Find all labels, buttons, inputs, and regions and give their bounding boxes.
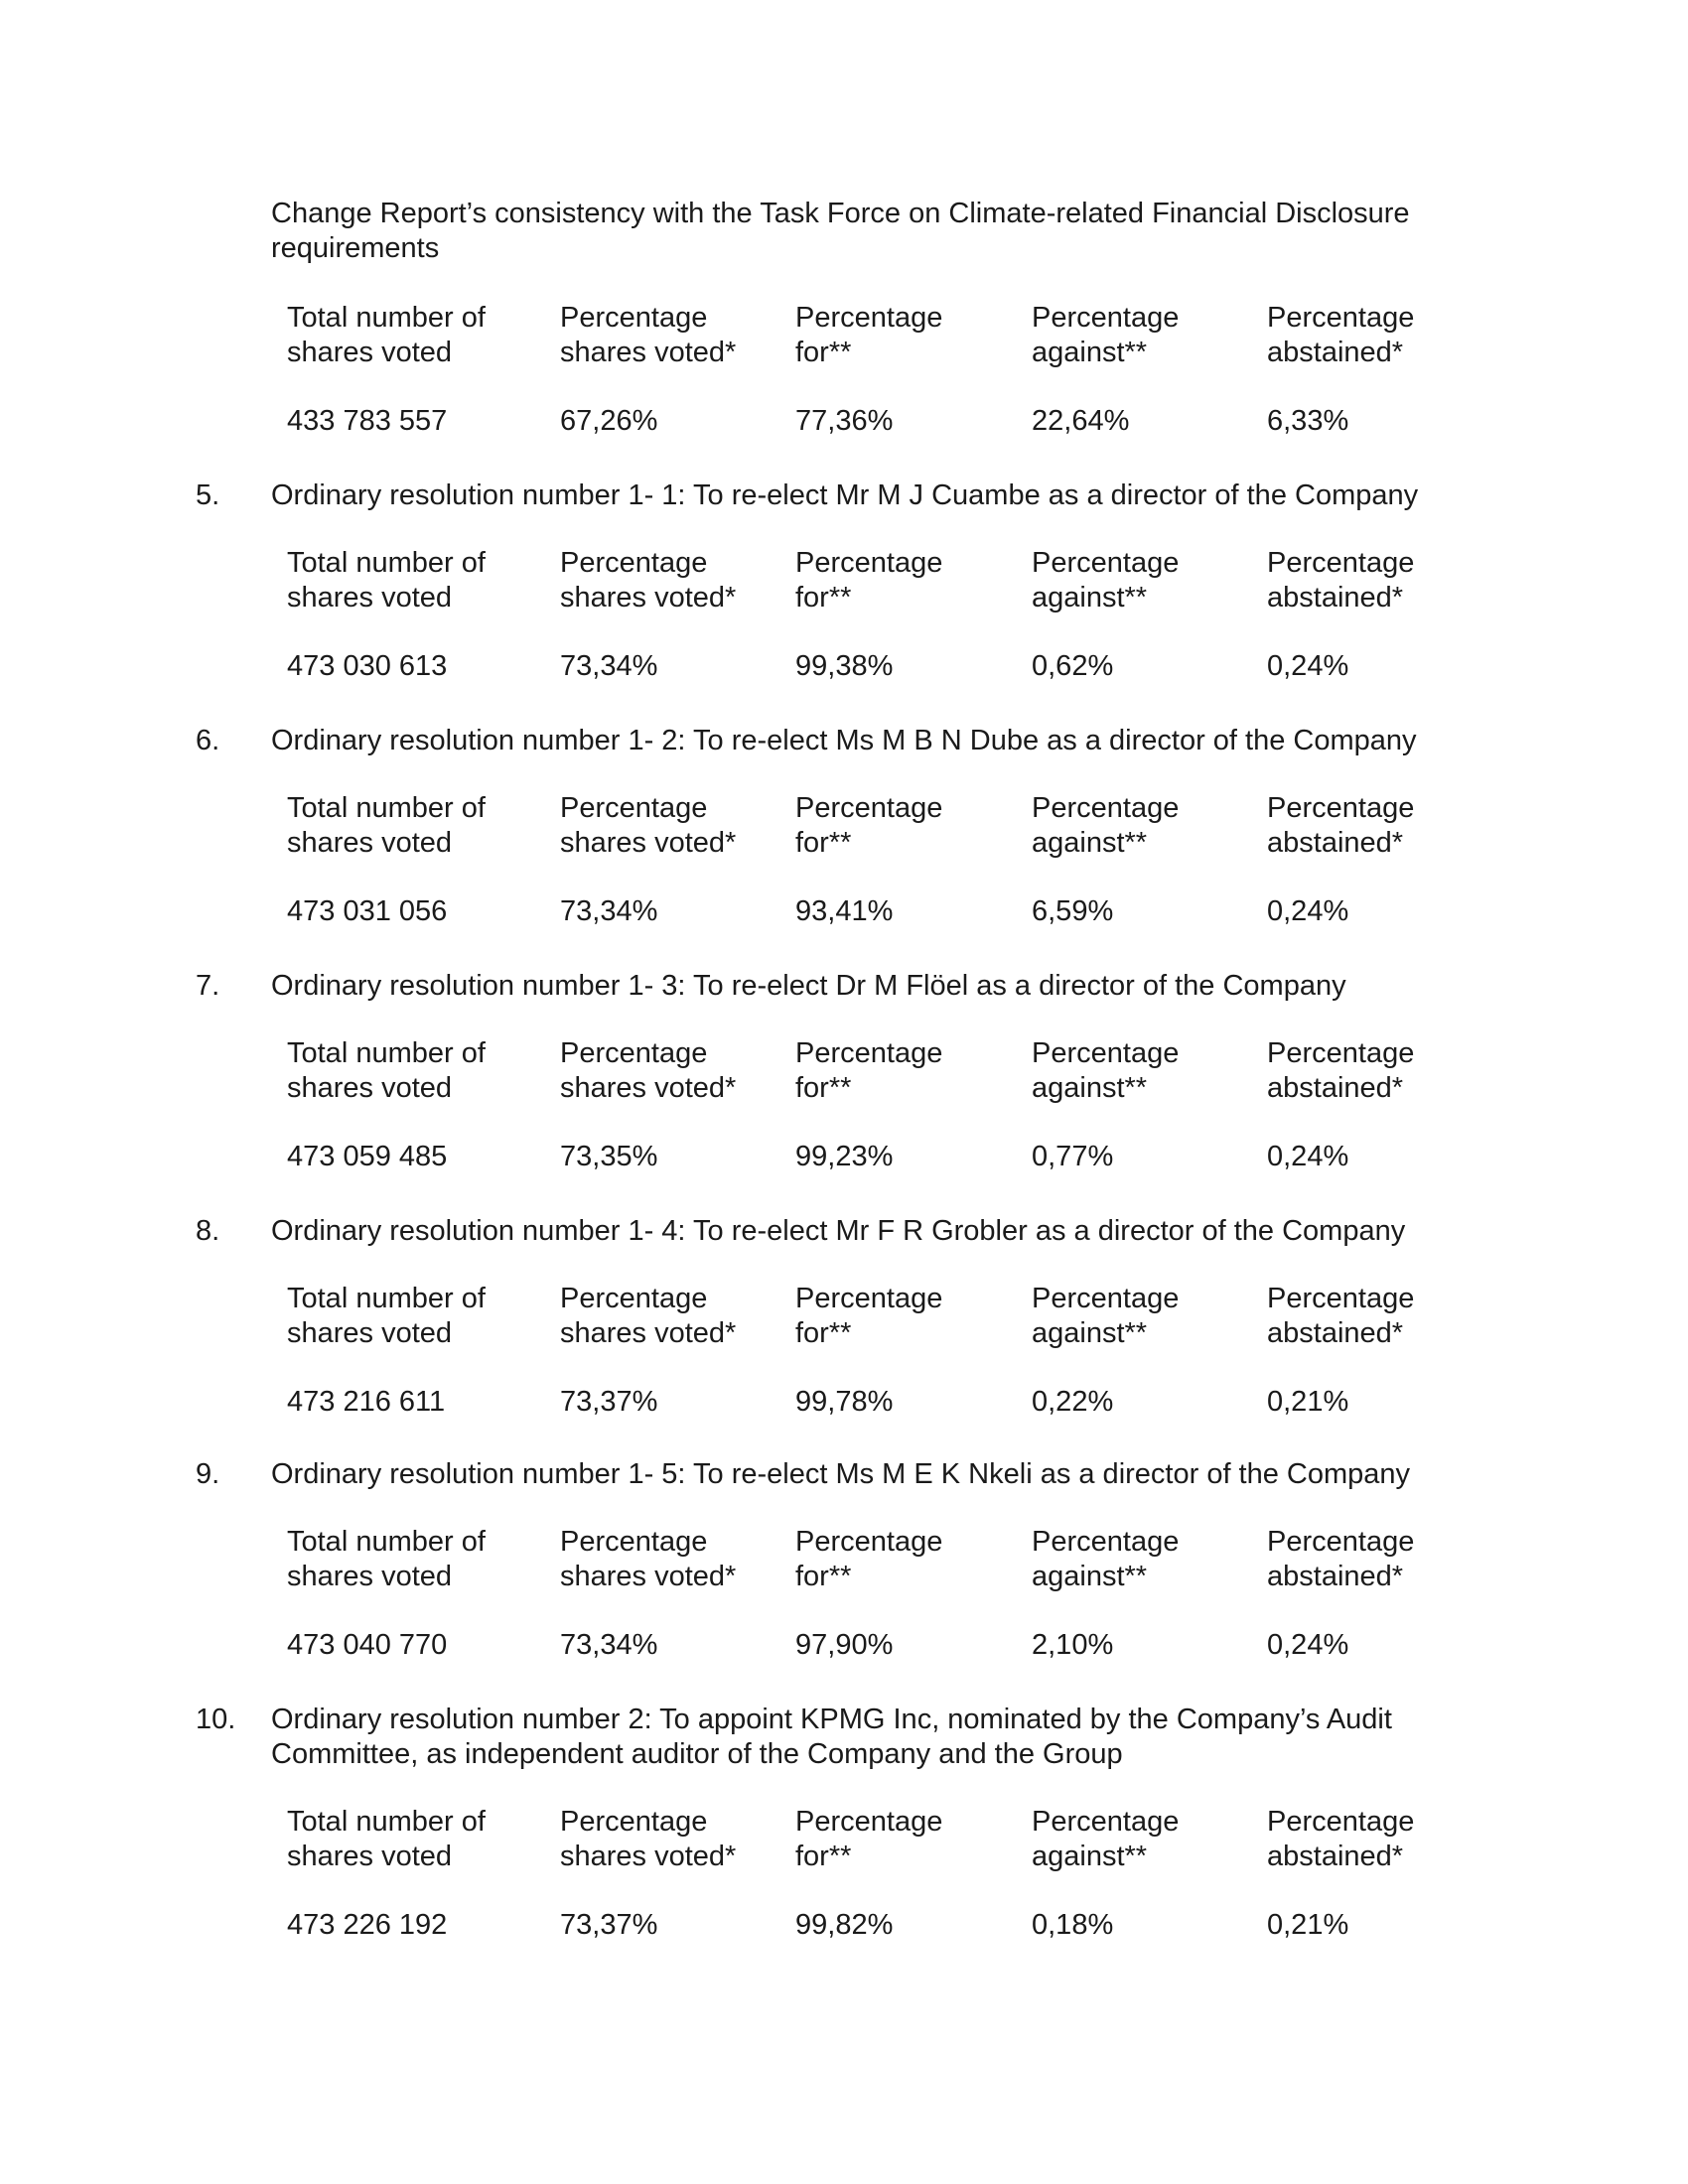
value-total-shares: 473 216 611 [287, 1386, 446, 1418]
value-percentage-voted: 73,34% [560, 1629, 658, 1661]
resolution-number: 10. [196, 1704, 236, 1735]
value-percentage-abstained: 0,24% [1267, 1629, 1349, 1661]
header-percentage-voted: Percentage shares voted* [560, 302, 737, 368]
value-percentage-for: 97,90% [795, 1629, 894, 1661]
resolution-title: Ordinary resolution number 1- 4: To re-elect Mr F R Grobler as a director of the Company [271, 1215, 1406, 1247]
header-percentage-for: Percentage for** [795, 792, 943, 859]
header-percentage-against: Percentage against** [1032, 547, 1180, 614]
header-percentage-voted: Percentage shares voted* [560, 1283, 737, 1349]
value-total-shares: 473 031 056 [287, 895, 448, 927]
resolution-number: 9. [196, 1458, 220, 1490]
value-percentage-against: 0,22% [1032, 1386, 1114, 1418]
header-percentage-against: Percentage against** [1032, 1283, 1180, 1349]
value-percentage-abstained: 6,33% [1267, 405, 1349, 437]
header-total-shares: Total number of shares voted [287, 1526, 486, 1592]
resolution-title: Ordinary resolution number 2: To appoint KPMG Inc, nominated by the Company’s Audit Committee, as independent auditor of the Company and the Group [271, 1704, 1392, 1770]
value-percentage-against: 22,64% [1032, 405, 1130, 437]
header-percentage-against: Percentage against** [1032, 1037, 1180, 1104]
header-total-shares: Total number of shares voted [287, 302, 486, 368]
value-percentage-voted: 67,26% [560, 405, 658, 437]
header-percentage-for: Percentage for** [795, 1037, 943, 1104]
value-percentage-voted: 73,37% [560, 1386, 658, 1418]
header-percentage-against: Percentage against** [1032, 302, 1180, 368]
value-percentage-voted: 73,35% [560, 1141, 658, 1172]
resolution-number: 7. [196, 970, 220, 1002]
header-percentage-abstained: Percentage abstained* [1267, 1037, 1415, 1104]
header-total-shares: Total number of shares voted [287, 792, 486, 859]
value-percentage-for: 77,36% [795, 405, 894, 437]
header-percentage-for: Percentage for** [795, 1283, 943, 1349]
header-percentage-voted: Percentage shares voted* [560, 1806, 737, 1872]
value-percentage-abstained: 0,24% [1267, 650, 1349, 682]
header-total-shares: Total number of shares voted [287, 1037, 486, 1104]
header-percentage-for: Percentage for** [795, 1806, 943, 1872]
value-percentage-against: 0,18% [1032, 1909, 1114, 1941]
value-percentage-abstained: 0,21% [1267, 1909, 1349, 1941]
header-percentage-for: Percentage for** [795, 1526, 943, 1592]
header-percentage-voted: Percentage shares voted* [560, 547, 737, 614]
header-total-shares: Total number of shares voted [287, 547, 486, 614]
value-percentage-abstained: 0,24% [1267, 1141, 1349, 1172]
value-percentage-abstained: 0,21% [1267, 1386, 1349, 1418]
header-percentage-abstained: Percentage abstained* [1267, 1526, 1415, 1592]
value-percentage-for: 93,41% [795, 895, 894, 927]
value-total-shares: 473 059 485 [287, 1141, 448, 1172]
header-percentage-abstained: Percentage abstained* [1267, 1283, 1415, 1349]
resolution-title: Ordinary resolution number 1- 3: To re-elect Dr M Flöel as a director of the Company [271, 970, 1346, 1002]
value-total-shares: 433 783 557 [287, 405, 448, 437]
value-percentage-for: 99,23% [795, 1141, 894, 1172]
header-total-shares: Total number of shares voted [287, 1806, 486, 1872]
resolution-number: 6. [196, 725, 220, 756]
value-percentage-voted: 73,34% [560, 650, 658, 682]
value-total-shares: 473 040 770 [287, 1629, 448, 1661]
header-percentage-for: Percentage for** [795, 547, 943, 614]
resolution-title: Ordinary resolution number 1- 1: To re-elect Mr M J Cuambe as a director of the Company [271, 479, 1419, 511]
value-percentage-for: 99,38% [795, 650, 894, 682]
value-percentage-voted: 73,37% [560, 1909, 658, 1941]
value-percentage-against: 2,10% [1032, 1629, 1114, 1661]
header-percentage-against: Percentage against** [1032, 1806, 1180, 1872]
resolution-title: Ordinary resolution number 1- 2: To re-elect Ms M B N Dube as a director of the Company [271, 725, 1417, 756]
value-total-shares: 473 030 613 [287, 650, 448, 682]
header-percentage-abstained: Percentage abstained* [1267, 547, 1415, 614]
header-percentage-abstained: Percentage abstained* [1267, 1806, 1415, 1872]
resolution-title: Ordinary resolution number 1- 5: To re-elect Ms M E K Nkeli as a director of the Company [271, 1458, 1411, 1490]
resolution-number: 8. [196, 1215, 220, 1247]
header-percentage-abstained: Percentage abstained* [1267, 792, 1415, 859]
resolution-number: 5. [196, 479, 220, 511]
header-percentage-abstained: Percentage abstained* [1267, 302, 1415, 368]
value-percentage-for: 99,78% [795, 1386, 894, 1418]
header-percentage-voted: Percentage shares voted* [560, 1526, 737, 1592]
header-percentage-for: Percentage for** [795, 302, 943, 368]
value-percentage-abstained: 0,24% [1267, 895, 1349, 927]
header-percentage-against: Percentage against** [1032, 792, 1180, 859]
value-percentage-for: 99,82% [795, 1909, 894, 1941]
value-percentage-against: 0,77% [1032, 1141, 1114, 1172]
value-percentage-against: 0,62% [1032, 650, 1114, 682]
continuation-paragraph: Change Report’s consistency with the Task Force on Climate-related Financial Disclosure requirements [271, 198, 1410, 264]
header-total-shares: Total number of shares voted [287, 1283, 486, 1349]
header-percentage-voted: Percentage shares voted* [560, 1037, 737, 1104]
header-percentage-voted: Percentage shares voted* [560, 792, 737, 859]
value-total-shares: 473 226 192 [287, 1909, 448, 1941]
value-percentage-voted: 73,34% [560, 895, 658, 927]
value-percentage-against: 6,59% [1032, 895, 1114, 927]
header-percentage-against: Percentage against** [1032, 1526, 1180, 1592]
